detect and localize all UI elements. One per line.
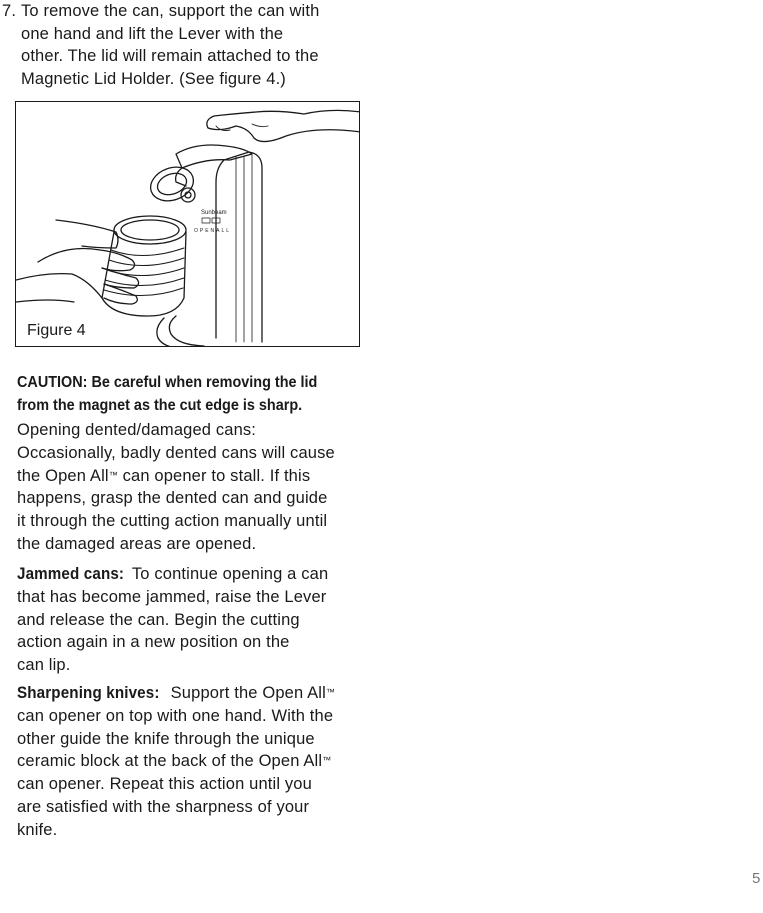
dented-line: happens, grasp the dented can and guide	[17, 489, 328, 508]
sharpening-text: ceramic block at the back of the Open All	[17, 752, 323, 771]
sharpening-text: Support the Open All	[165, 684, 326, 702]
sharpening-line	[17, 682, 363, 705]
sharpening-line: other guide the knife through the unique	[17, 729, 315, 748]
figure-4	[15, 101, 360, 347]
sharpening-line	[17, 750, 363, 773]
jammed-line: can lip.	[17, 656, 71, 675]
step-line: Magnetic Lid Holder. (See figure 4.)	[21, 69, 286, 88]
caution-note	[17, 371, 363, 417]
device-label: OPENALL	[194, 228, 232, 234]
figure-caption: Figure 4	[27, 322, 86, 339]
trademark-symbol: ™	[325, 687, 336, 697]
step-line: one hand and lift the Lever with the	[21, 24, 284, 43]
jammed-line: and release the can. Begin the cutting	[17, 610, 300, 629]
jammed-heading: Jammed cans:	[17, 565, 125, 583]
step-7	[2, 0, 362, 90]
page-number: 5	[752, 870, 761, 887]
jammed-text: To continue opening a can	[127, 565, 329, 583]
can-opener-illustration	[16, 102, 360, 347]
trademark-symbol: ™	[322, 755, 332, 766]
dented-line	[17, 465, 363, 488]
caution-line: from the magnet as the cut edge is sharp.	[17, 397, 303, 414]
jammed-line	[17, 563, 363, 586]
dented-heading: Opening dented/damaged cans:	[17, 421, 257, 439]
jammed-line: that has become jammed, raise the Lever	[17, 587, 327, 606]
sharpening-line: can opener. Repeat this action until you	[17, 775, 312, 794]
dented-line: the damaged areas are opened.	[17, 534, 257, 553]
jammed-line: action again in a new position on the	[17, 633, 290, 652]
sharpening-knives-paragraph	[17, 682, 363, 842]
sharpening-line: are satisfied with the sharpness of your	[17, 797, 310, 816]
step-line: To remove the can, support the can with	[21, 2, 320, 20]
step-number: 7.	[2, 2, 17, 20]
step-line: other. The lid will remain attached to the	[21, 47, 319, 65]
device-logo: Sunbeam	[201, 210, 227, 216]
dented-line: Occasionally, badly dented cans will cause	[17, 443, 335, 462]
sharpening-line: knife.	[17, 820, 58, 839]
dented-text: can opener to stall. If this	[117, 466, 311, 485]
dented-text: the Open All	[17, 466, 109, 485]
trademark-symbol: ™	[108, 469, 118, 480]
caution-line: CAUTION: Be careful when removing the lid	[17, 374, 318, 391]
dented-cans-paragraph	[17, 419, 363, 556]
jammed-cans-paragraph	[17, 563, 363, 677]
sharpening-line: can opener on top with one hand. With the	[17, 706, 334, 725]
sharpening-heading: Sharpening knives:	[17, 684, 160, 702]
dented-line: it through the cutting action manually until	[17, 512, 328, 531]
